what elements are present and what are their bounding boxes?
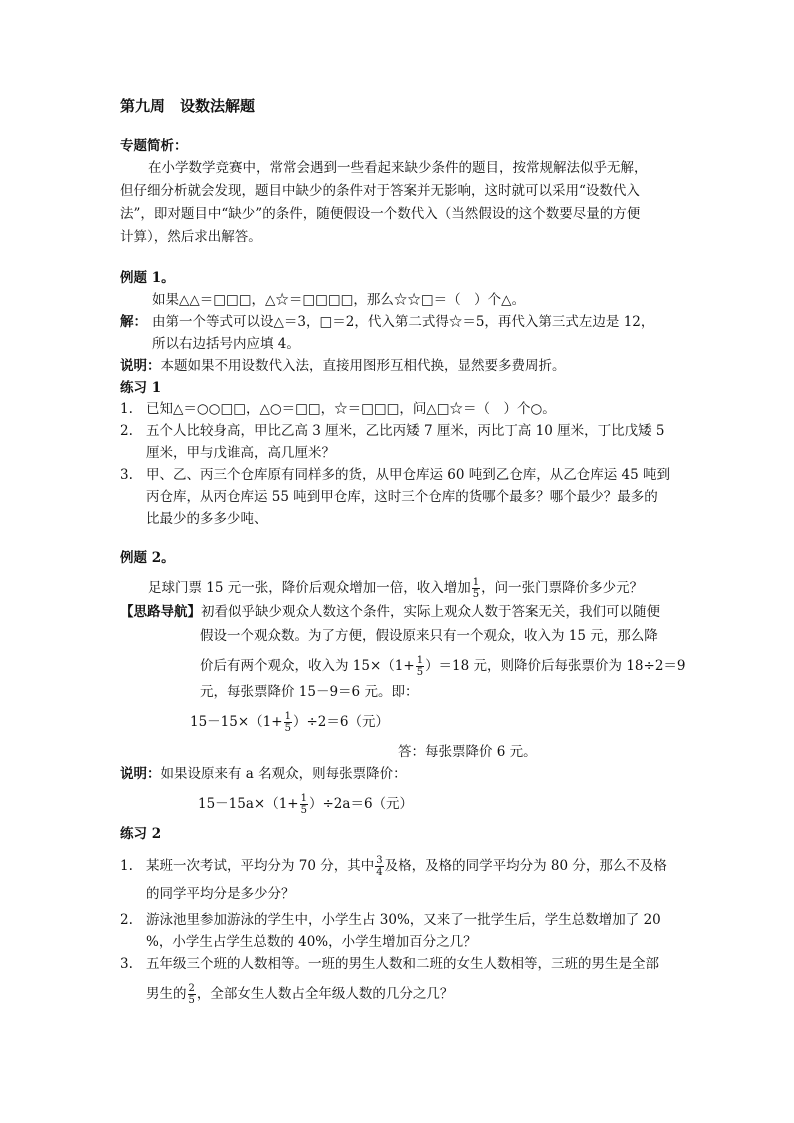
formula-text: 15－15×（1+	[190, 714, 283, 730]
guide-label: 【思路导航】	[120, 604, 201, 620]
item-text-with-fraction	[146, 980, 453, 1008]
item-text: 比最少的多多少吨、	[146, 511, 268, 527]
item-number: 2.	[120, 423, 133, 439]
fraction	[375, 855, 383, 878]
fraction	[300, 793, 308, 816]
fraction	[416, 655, 424, 678]
item-text: 五个人比较身高，甲比乙高 3 厘米，乙比丙矮 7 厘米，丙比丁高 10 厘米，丁比戊矮 5	[146, 423, 665, 439]
guide-line-1: 初看似乎缺少观众人数这个条件，实际上观众人数于答案无关，我们可以随便	[201, 604, 660, 620]
fraction	[284, 711, 292, 734]
page-title: 第九周 设数法解题	[120, 97, 256, 115]
formula-1	[190, 708, 389, 736]
example2-note-text: 如果设原来有 a 名观众，则每张票降价：	[160, 766, 407, 782]
item-text: 男生的	[146, 986, 187, 1002]
practice1-item	[120, 421, 664, 441]
intro-line-2: 但仔细分析就会发现，题目中缺少的条件对于答案并无影响，这时就可以采用“设数代入	[120, 183, 640, 199]
fraction	[188, 983, 196, 1006]
formula-text: 15－15a×（1+	[198, 796, 299, 812]
guide-text: ）＝18 元，则降价后每张票价为 18÷2＝9	[425, 658, 686, 674]
item-text: %，小学生占学生总数的 40%，小学生增加百分之几？	[146, 934, 477, 950]
fraction-denominator: 5	[188, 995, 195, 1006]
fraction	[472, 577, 480, 600]
item-number: 1.	[120, 401, 133, 417]
fraction-denominator: 5	[300, 805, 307, 816]
item-number: 3.	[120, 467, 133, 483]
guide-text: 价后有两个观众，收入为 15×（1+	[200, 658, 415, 674]
item-text: 丙仓库，从丙仓库运 55 吨到甲仓库，这时三个仓库的货哪个最多？哪个最少？最多的	[146, 489, 658, 505]
example1-solution-label: 解：	[120, 314, 147, 330]
item-text: 已知△＝○○□□，△○＝□□，☆＝□□□，问△□☆＝（ ）个○。	[146, 401, 556, 417]
item-text: 及格，及格的同学平均分为 80 分，那么不及格	[384, 858, 667, 874]
item-text: 的同学平均分是多少分？	[146, 886, 295, 902]
example2-heading: 例题 2。	[120, 550, 175, 566]
practice2-heading: 练习 2	[120, 826, 162, 842]
formula-2	[198, 790, 413, 818]
example1-heading: 例题 1。	[120, 270, 175, 286]
practice1-item	[120, 399, 556, 419]
guide-line-2: 假设一个观众数。为了方便，假设原来只有一个观众，收入为 15 元，那么降	[200, 628, 658, 644]
fraction-numerator: 1	[284, 711, 291, 722]
fraction-numerator: 1	[416, 655, 424, 666]
fraction-numerator: 1	[472, 577, 480, 588]
intro-line-4: 计算），然后求出解答。	[120, 229, 262, 245]
fraction-numerator: 2	[188, 983, 195, 994]
practice1-heading: 练习 1	[120, 380, 162, 396]
problem-text: ，问一张门票降价多少元？	[481, 580, 644, 596]
guide-line-4: 元，每张票降价 15－9＝6 元。即：	[200, 684, 419, 700]
guide-line-3	[200, 652, 686, 680]
practice2-item	[120, 910, 661, 930]
example1-solution-line-1: 由第一个等式可以设△＝3，□＝2，代入第二式得☆＝5，再代入第三式左边是 12，	[152, 314, 655, 330]
fraction-denominator: 4	[376, 867, 383, 878]
item-text: 厘米，甲与戊谁高，高几厘米？	[146, 445, 335, 461]
fraction-denominator: 5	[472, 589, 480, 600]
example1-note-label: 说明：	[120, 358, 161, 374]
item-number: 1.	[120, 858, 133, 874]
item-text: ，全部女生人数占全年级人数的几分之几？	[196, 986, 454, 1002]
intro-line-3: 法”，即对题目中“缺少”的条件，随便假设一个数代入（当然假设的这个数要尽量的方便	[120, 206, 641, 222]
item-number: 3.	[120, 956, 133, 972]
practice2-item	[120, 954, 659, 974]
item-text: 某班一次考试，平均分为 70 分，其中	[146, 858, 375, 874]
example2-note-label: 说明：	[120, 766, 161, 782]
item-text: 游泳池里参加游泳的学生中，小学生占 30%，又来了一批学生后，学生总数增加了 20	[146, 912, 661, 928]
item-text: 五年级三个班的人数相等。一班的男生人数和二班的女生人数相等，三班的男生是全部	[146, 956, 659, 972]
example1-note-text: 本题如果不用设数代入法，直接用图形互相代换，显然要多费周折。	[160, 358, 566, 374]
fraction-numerator: 1	[300, 793, 307, 804]
formula-text: ）÷2a＝6（元）	[309, 796, 414, 812]
intro-heading: 专题简析：	[120, 138, 188, 154]
formula-text: ）÷2＝6（元）	[292, 714, 389, 730]
practice1-item	[120, 465, 670, 485]
practice2-item	[120, 852, 667, 880]
fraction-denominator: 5	[416, 667, 424, 678]
item-number: 2.	[120, 912, 133, 928]
example2-problem	[148, 574, 643, 602]
item-text: 甲、乙、丙三个仓库原有同样多的货，从甲仓库运 60 吨到乙仓库，从乙仓库运 45 吨到	[146, 467, 671, 483]
intro-line-1: 在小学数学竞赛中，常常会遇到一些看起来缺少条件的题目，按常规解法似乎无解，	[148, 160, 648, 176]
fraction-denominator: 5	[284, 723, 291, 734]
example1-solution-line-2: 所以右边括号内应填 4。	[152, 336, 300, 352]
example1-problem: 如果△△＝□□□，△☆＝□□□□，那么☆☆□＝（ ）个△。	[152, 292, 526, 308]
fraction-numerator: 3	[376, 855, 383, 866]
answer: 答：每张票降价 6 元。	[398, 744, 537, 760]
problem-text: 足球门票 15 元一张，降价后观众增加一倍，收入增加	[148, 580, 471, 596]
